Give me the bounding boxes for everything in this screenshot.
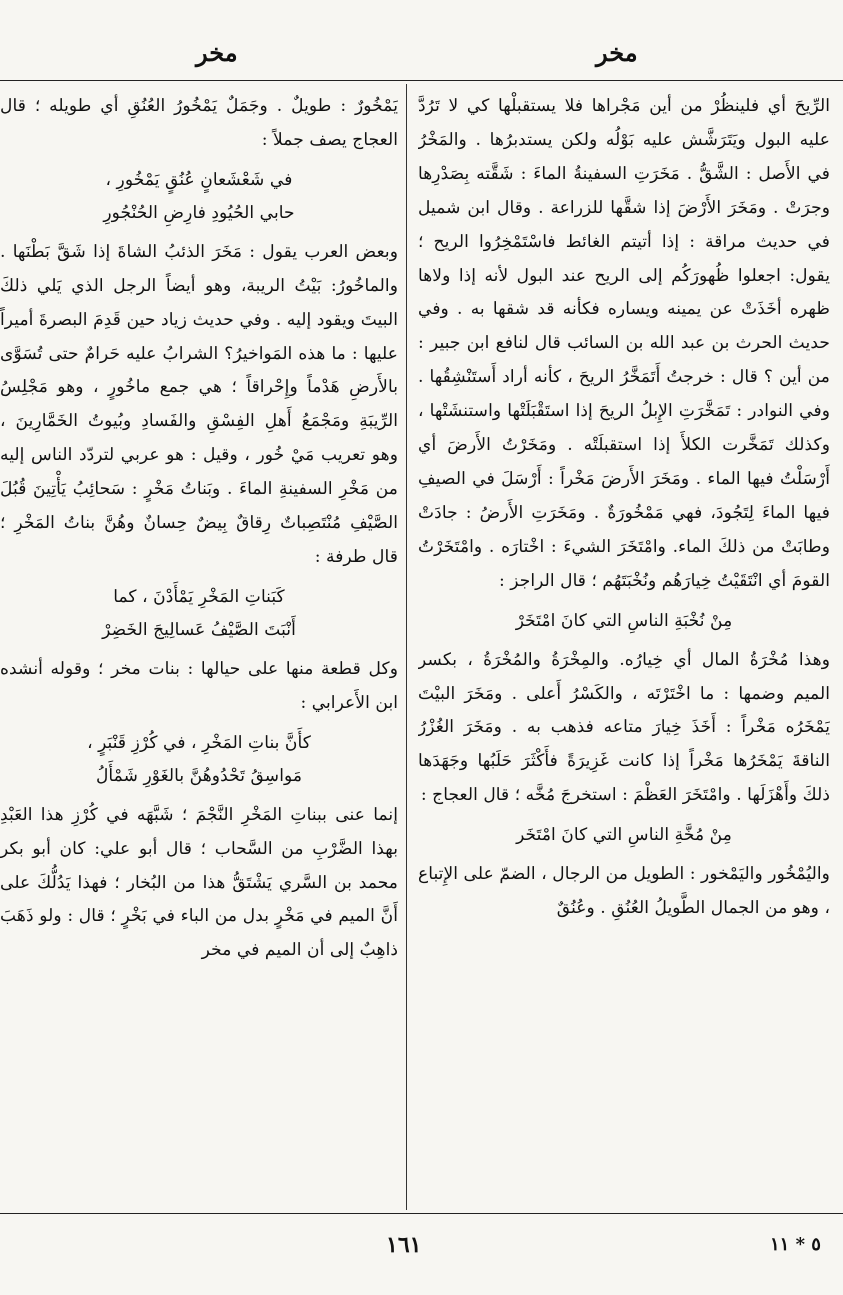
- verse-line: مِنْ نُخْبَةِ الناسِ التي كانَ امْتَخَرْ: [515, 610, 733, 631]
- column-divider: [406, 84, 407, 1210]
- verse: [418, 819, 830, 852]
- running-headword-right: مخر: [596, 38, 638, 67]
- entry-paragraph: يَمْخُورٌ : طويلٌ . وجَمَلٌ يَمْخُورُ العُنُقِ أي طويله ؛ قال العجاج يصف جملاً :: [0, 96, 398, 150]
- header-rule: [0, 80, 843, 81]
- verse: [0, 727, 398, 793]
- right-column: [418, 90, 830, 1206]
- verse: [418, 605, 830, 638]
- verse-line: مَواسِقُ تَحْدُوهُنَّ بالغَوْرِ شَمْأَلُ: [95, 765, 303, 786]
- running-headword-left: مخر: [196, 38, 238, 67]
- signature-mark: ٥ * ١١: [770, 1234, 821, 1255]
- verse-line: كأَنَّ بناتِ المَخْرِ ، في كُرْزِ قَنْبَرٍ ،: [87, 732, 311, 753]
- verse: [0, 581, 398, 647]
- page-number: ١٦١: [386, 1232, 422, 1258]
- verse-line: أَنْبَتَ الصَّيْفُ عَسالِيجَ الخَضِرْ: [102, 619, 296, 640]
- entry-paragraph: وبعض العرب يقول : مَخَرَ الذئبُ الشاةَ إذا شَقَّ بَطْنَها . والماخُورُ: بَيْتُ الريبة، وهو أيضاً الرجل الذي يَلي ذلكَ البيتَ ويقود إليه . وفي حديث زياد حين قَدِمَ البصرةَ أميراً عليها : ما هذه المَواخيرُ؟ الشرابُ عليه حَرامٌ حتى تُسَوَّى بالأَرضِ هَدْماً وإِحْراقاً ؛ هي جمع ماخُورٍ ، وهو مَجْلِسُ الرِّيبَةِ ومَجْمَعُ أَهلِ الفِسْقِ والفَسادِ وبُيوتُ الخَمَّارِينَ ، وهو تعريب مَيْ خُور ، وقيل : هو عربي لتردّد الناس إليه من مَخْرِ السفينةِ الماءَ . وبَناتُ مَخْرٍ : سَحائِبُ يَأْتِينَ قُبُلَ الصَّيْفِ مُنْتَصِباتٌ رِقاقٌ بِيضٌ حِسانٌ وهُنَّ بناتُ المَخْرِ ؛ قال طرفة :: [0, 241, 398, 567]
- left-column: [0, 90, 398, 1206]
- verse-line: كَبَناتِ المَخْرِ يَمْأَدْنَ ، كما: [113, 586, 285, 607]
- entry-paragraph: وهذا مُخْرَةُ المال أي خِيارُه. والمِخْرَةُ والمُخْرَةُ ، بكسر الميم وضمها : ما اخْتَرْتَه ، والكَسْرُ أَعلى . ومَخَرَ البيْتَ يَمْخَرُه مَخْراً : أَخَذَ خِيارَ متاعه فذهب به . ومَخَرَ الغُزْرُ الناقةَ يَمْخَرُها مَخْراً إذا كانت غَزِيرَةً فأَكْثَرَ حَلَبُها وجَهَدَها ذلكَ وأَهْزَلَها . وامْتَخَرَ العَظْمَ : استخرجَ مُخَّه ؛ قال العجاج :: [418, 649, 830, 806]
- verse: [0, 164, 398, 230]
- entry-paragraph: وكل قطعة منها على حيالها : بنات مخر ؛ وقوله أنشده ابن الأَعرابي :: [0, 658, 398, 713]
- verse-line: حابي الحُيُودِ فارِضِ الحُنْجُورِ: [103, 202, 295, 223]
- verse-line: مِنْ مُخَّةِ الناسِ التي كانَ امْتَخَر: [516, 825, 732, 846]
- footer-rule: [0, 1213, 843, 1214]
- entry-paragraph: واليُمْخُور واليَمْخور : الطويل من الرجال ، الضمّ على الإِتباع ، وهو من الجمال الطَّويلُ العُنُقِ . وعُنُقٌ: [418, 864, 830, 919]
- entry-paragraph: الرِّيحَ أي فلينظُرْ من أين مَجْراها فلا يستقبلْها كي لا تَرُدَّ عليه البول ويَتَرَشَّش عليه بَوْلُه ولكن يستدبرُها . والمَخْرُ في الأَصل : الشَّقُّ . مَخَرَتِ السفينةُ الماءَ : شَقَّته بِصَدْرِها وجرَتْ . ومَخَرَ الأَرْضَ إذا شقَّها للزراعة . وقال ابن شميل في حديث مراقة : إذا أتيتم الغائط فاسْتَمْخِرُوا الريح ؛ يقول: اجعلوا ظُهورَكُم إلى الريح عند البول لأنه إذا ولاها ظهره أخَذَتْ عن يمينه ويساره فكأنه قد شقها به . وفي حديث الحرث بن عبد الله بن السائب قال لنافع ابن جبير : من أين ؟ قال : خرجتُ أَتَمَخَّرُ الريحَ ، كأنه أراد أَستَنْشِقُها . وفي النوادر : تَمَخَّرَتِ الإِبلُ الريحَ إذا استَقْبَلَتْها واستنشَتْها ، وكذلك تَمَخَّرت الكلأَ إذا استقبلَتْه . ومَخَرْتُ الأَرضَ أي أَرْسَلْتُ فيها الماء . ومَخَرَ الأَرضَ مَخْراً : أَرْسَلَ في الصيفِ فيها الماءَ لِتَجُودَ، فهي مَمْخُورَةٌ . ومَخَرَتِ الأَرضُ : جادَتْ وطابَتْ من ذلكَ الماء. وامْتَخَرَ الشيءَ : اخْتارَه . وامْتَخَرْتُ القومَ أي انْتَقَيْتُ خِيارَهُم ونُخْبَتَهُم ؛ قال الراجز :: [418, 96, 830, 591]
- entry-paragraph: إنما عنى ببناتِ المَخْرِ النَّجْمَ ؛ شَبَّهَه في كُرْزِ هذا العَبْدِ بهذا الضَّرْبِ من السَّحاب ؛ قال أبو علي: كان أبو بكر محمد بن السَّري يَشْتَقُّ هذا من البُخار ؛ فهذا يَدُلُّكَ على أَنَّ الميم في مَخْرٍ بدل من الباء في بَخْرٍ ؛ قال : ولو ذَهَبَ ذاهِبٌ إلى أن الميم في مخر: [0, 804, 398, 961]
- verse-line: في شَعْشَعانٍ عُنُقٍ يَمْخُورِ ،: [105, 169, 293, 190]
